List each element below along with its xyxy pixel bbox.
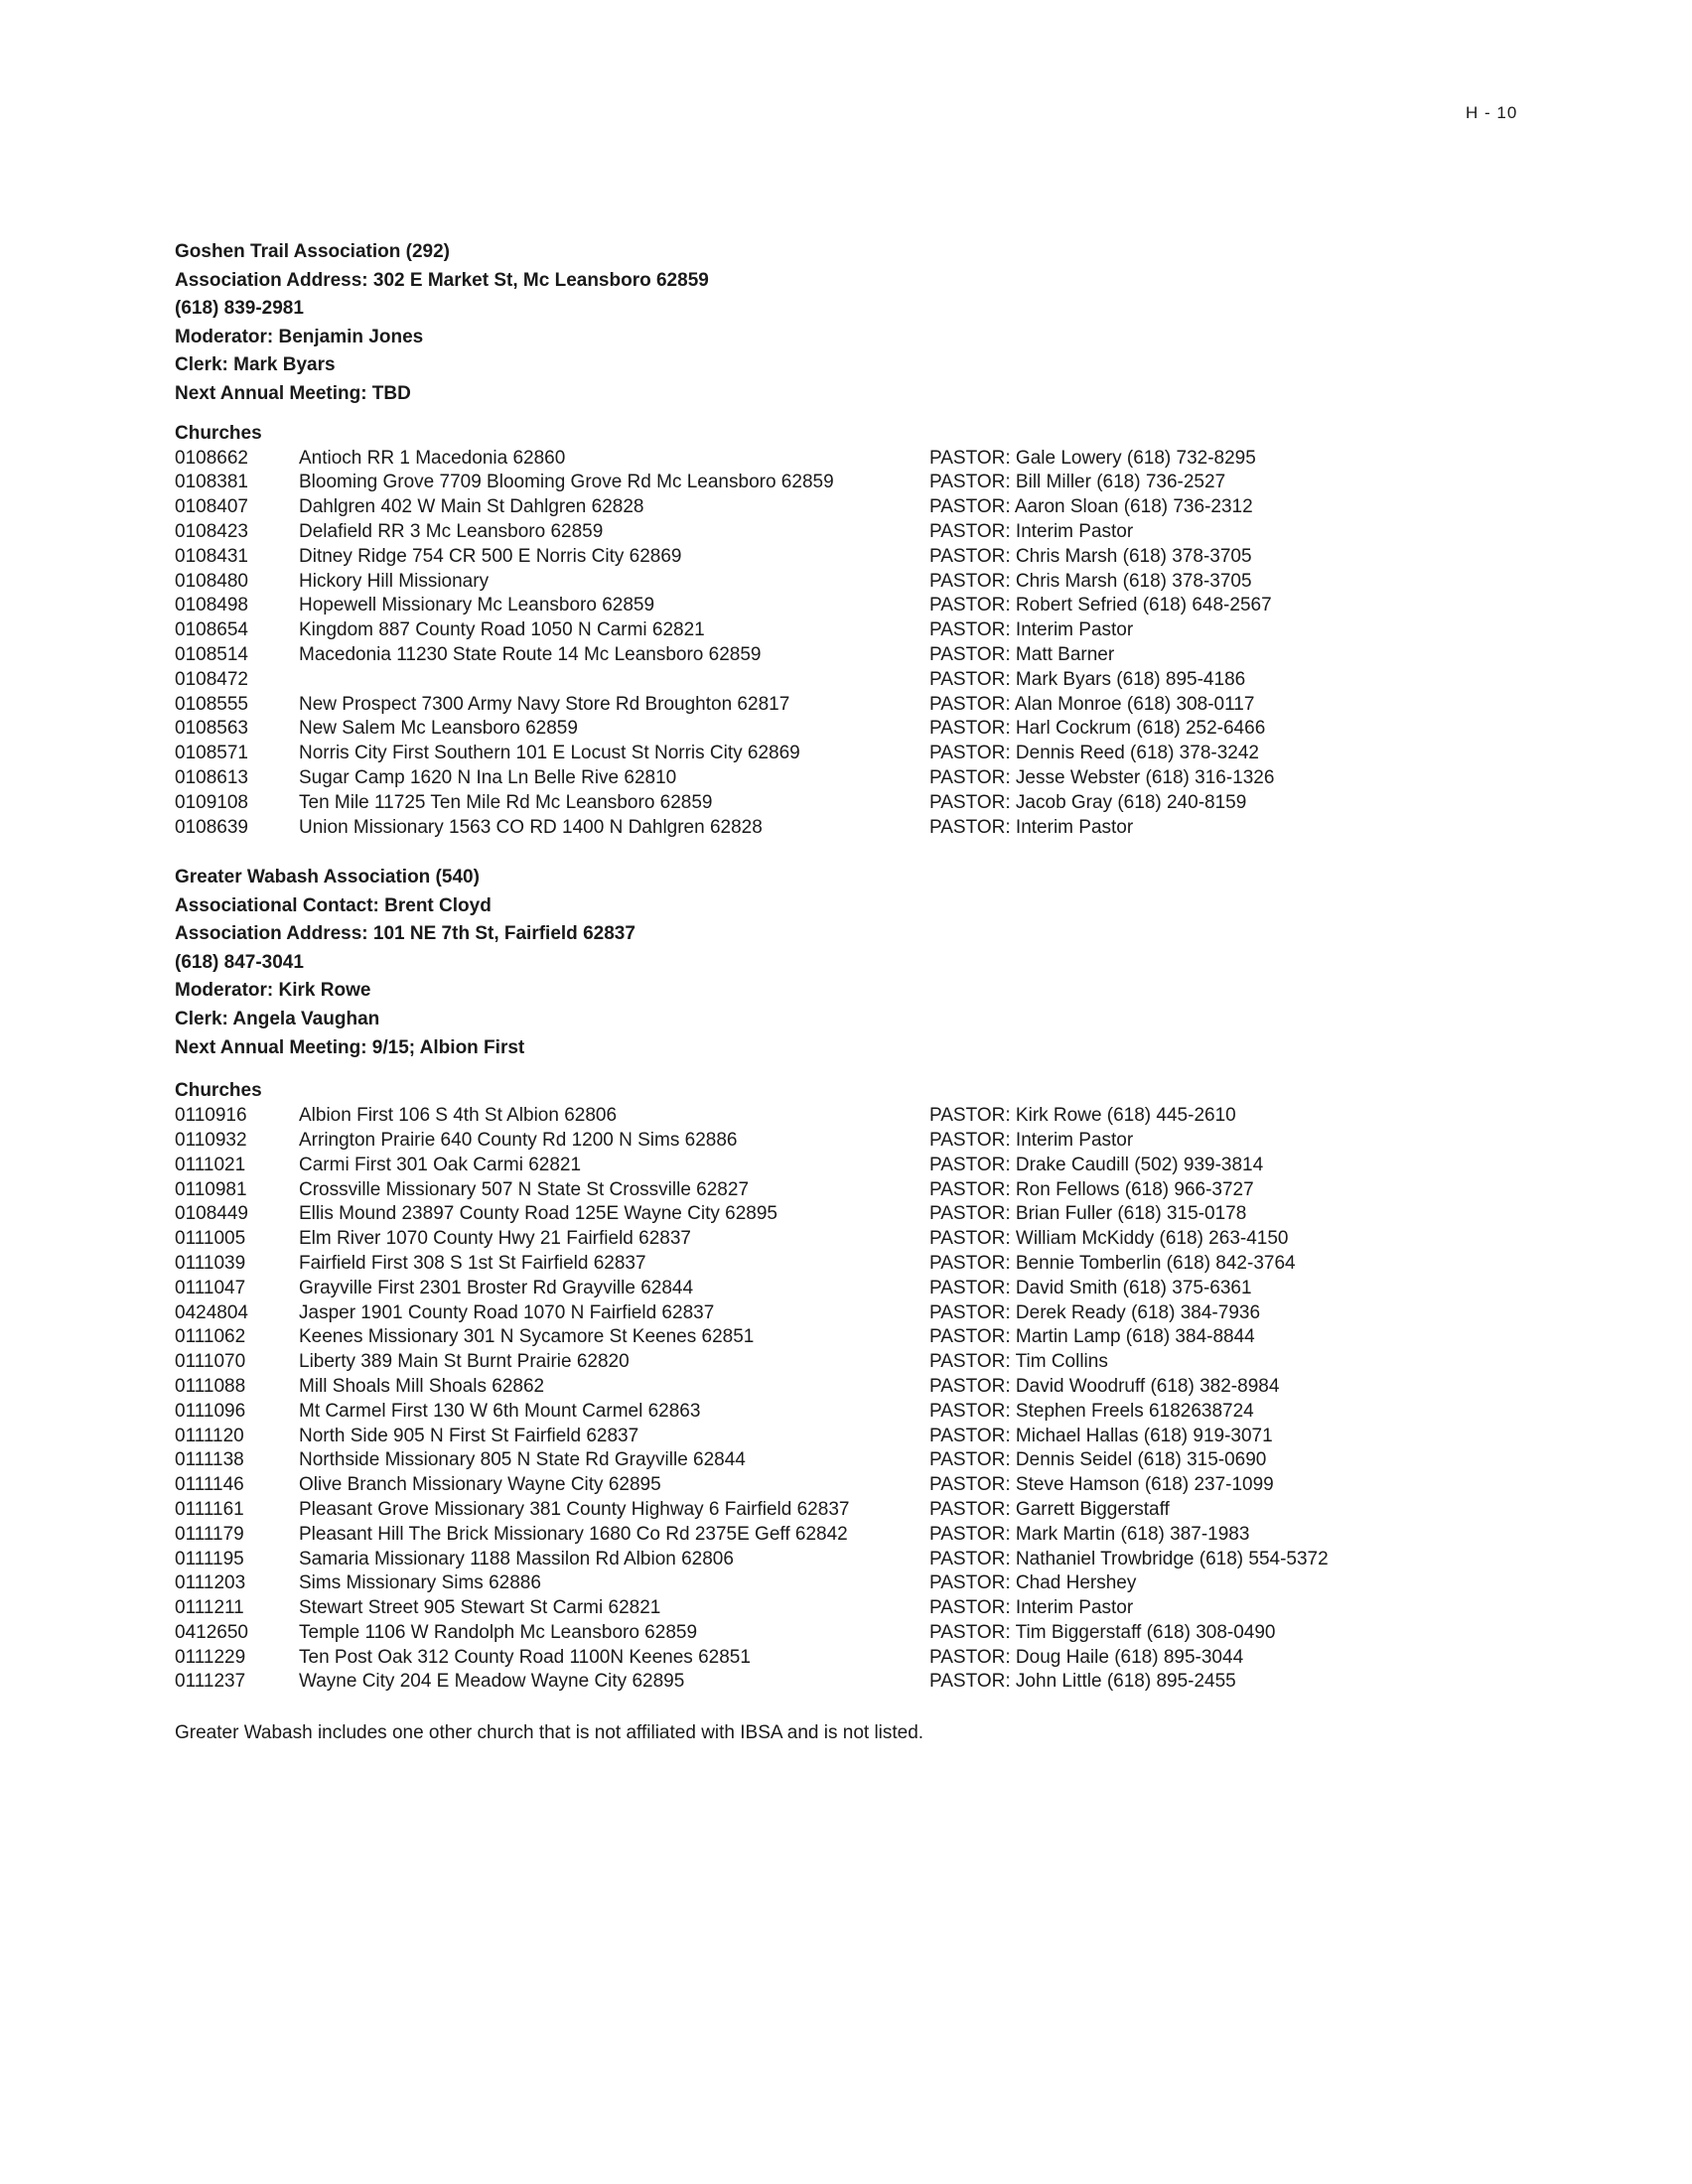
church-row: [175, 1227, 1565, 1252]
page-number: H - 10: [1466, 103, 1518, 122]
church-id: 0111229: [175, 1646, 246, 1668]
church-name-address: Carmi First 301 Oak Carmi 62821: [299, 1154, 582, 1175]
church-id: 0424804: [175, 1301, 248, 1323]
church-id: 0110932: [175, 1129, 247, 1151]
church-name-address: Union Missionary 1563 CO RD 1400 N Dahlgren 62828: [299, 816, 763, 838]
church-pastor: PASTOR: Chris Marsh (618) 378-3705: [929, 570, 1252, 592]
church-pastor: PASTOR: Interim Pastor: [929, 520, 1134, 542]
church-row: [175, 1325, 1565, 1350]
church-id: 0108662: [175, 447, 248, 469]
association-section-greater-wabash: [175, 864, 1565, 1695]
church-id: 0111237: [175, 1671, 246, 1693]
church-name-address: North Side 905 N First St Fairfield 62837: [299, 1425, 639, 1446]
church-id: 0111203: [175, 1572, 246, 1594]
church-name-address: Keenes Missionary 301 N Sycamore St Keenes 62851: [299, 1326, 755, 1348]
church-pastor: PASTOR: Robert Sefried (618) 648-2567: [929, 595, 1272, 616]
church-name-address: Northside Missionary 805 N State Rd Grayville 62844: [299, 1449, 746, 1471]
church-row: [175, 1646, 1565, 1671]
church-pastor: PASTOR: Martin Lamp (618) 384-8844: [929, 1326, 1255, 1348]
church-pastor: PASTOR: Interim Pastor: [929, 619, 1134, 641]
church-row: [175, 717, 1565, 742]
church-name-address: Mt Carmel First 130 W 6th Mount Carmel 62863: [299, 1400, 701, 1422]
church-pastor: PASTOR: Interim Pastor: [929, 1129, 1134, 1151]
association-phone: (618) 847-3041: [175, 951, 304, 973]
church-row: [175, 1202, 1565, 1227]
church-id: 0111088: [175, 1375, 246, 1397]
church-row: [175, 447, 1565, 472]
church-id: 0111138: [175, 1449, 244, 1471]
church-name-address: Blooming Grove 7709 Blooming Grove Rd Mc Leansboro 62859: [299, 472, 834, 493]
church-id: 0108514: [175, 643, 248, 665]
church-name-address: Jasper 1901 County Road 1070 N Fairfield 62837: [299, 1301, 715, 1323]
church-pastor: PASTOR: David Smith (618) 375-6361: [929, 1277, 1252, 1298]
association-section-goshen-trail: [175, 238, 1565, 840]
church-row: [175, 1596, 1565, 1621]
association-address: Association Address: 302 E Market St, Mc Leansboro 62859: [175, 269, 709, 291]
church-row: [175, 471, 1565, 495]
church-row: [175, 1375, 1565, 1400]
church-id: 0412650: [175, 1621, 248, 1643]
church-row: [175, 766, 1565, 791]
church-name-address: Albion First 106 S 4th St Albion 62806: [299, 1105, 618, 1127]
church-name-address: New Salem Mc Leansboro 62859: [299, 718, 578, 740]
church-id: 0111211: [175, 1597, 244, 1619]
church-row: [175, 1425, 1565, 1449]
church-pastor: PASTOR: Alan Monroe (618) 308-0117: [929, 693, 1255, 715]
churches-heading: Churches: [175, 422, 262, 444]
church-id: 0111039: [175, 1252, 246, 1274]
church-pastor: PASTOR: Dennis Seidel (618) 315-0690: [929, 1449, 1267, 1471]
church-name-address: Liberty 389 Main St Burnt Prairie 62820: [299, 1351, 630, 1373]
church-name-address: Mill Shoals Mill Shoals 62862: [299, 1375, 545, 1397]
church-id: 0111120: [175, 1425, 244, 1446]
church-name-address: Elm River 1070 County Hwy 21 Fairfield 62837: [299, 1228, 691, 1250]
church-id: 0111005: [175, 1228, 246, 1250]
association-name: Greater Wabash Association (540): [175, 867, 480, 887]
church-row: [175, 570, 1565, 595]
church-name-address: Arrington Prairie 640 County Rd 1200 N Sims 62886: [299, 1129, 738, 1151]
church-name-address: Samaria Missionary 1188 Massilon Rd Albion 62806: [299, 1548, 734, 1570]
church-name-address: Crossville Missionary 507 N State St Crossville 62827: [299, 1178, 750, 1200]
church-row: [175, 1523, 1565, 1548]
church-id: 0108407: [175, 496, 248, 518]
church-pastor: PASTOR: Harl Cockrum (618) 252-6466: [929, 718, 1266, 740]
church-id: 0108381: [175, 472, 248, 493]
church-id: 0108571: [175, 743, 248, 764]
church-row: [175, 495, 1565, 520]
church-pastor: PASTOR: Interim Pastor: [929, 816, 1134, 838]
church-id: 0110916: [175, 1105, 247, 1127]
church-pastor: PASTOR: Jesse Webster (618) 316-1326: [929, 766, 1275, 788]
church-pastor: PASTOR: Matt Barner: [929, 643, 1115, 665]
church-name-address: Kingdom 887 County Road 1050 N Carmi 62821: [299, 619, 705, 641]
church-id: 0108431: [175, 545, 248, 567]
church-row: [175, 1571, 1565, 1596]
church-id: 0109108: [175, 791, 248, 813]
church-pastor: PASTOR: Michael Hallas (618) 919-3071: [929, 1425, 1273, 1446]
church-row: [175, 1473, 1565, 1498]
church-name-address: Stewart Street 905 Stewart St Carmi 62821: [299, 1597, 661, 1619]
church-row: [175, 1129, 1565, 1154]
church-list: [175, 1104, 1565, 1695]
church-id: 0108423: [175, 520, 248, 542]
church-row: [175, 1277, 1565, 1301]
church-pastor: PASTOR: Mark Martin (618) 387-1983: [929, 1523, 1250, 1545]
church-pastor: PASTOR: Aaron Sloan (618) 736-2312: [929, 496, 1253, 518]
church-name-address: Ten Post Oak 312 County Road 1100N Keenes 62851: [299, 1646, 751, 1668]
church-id: 0108654: [175, 619, 248, 641]
church-id: 0111096: [175, 1400, 246, 1422]
association-address: Association Address: 101 NE 7th St, Fairfield 62837: [175, 923, 635, 945]
church-id: 0108472: [175, 668, 248, 690]
church-row: [175, 1252, 1565, 1277]
church-row: [175, 643, 1565, 668]
church-id: 0108639: [175, 816, 248, 838]
church-row: [175, 1498, 1565, 1523]
church-row: [175, 1400, 1565, 1425]
association-next-meeting: Next Annual Meeting: TBD: [175, 382, 411, 404]
church-id: 0110981: [175, 1178, 247, 1200]
church-id: 0111021: [175, 1154, 246, 1175]
church-pastor: PASTOR: John Little (618) 895-2455: [929, 1671, 1236, 1693]
church-row: [175, 1154, 1565, 1178]
church-row: [175, 1548, 1565, 1572]
church-name-address: Norris City First Southern 101 E Locust St Norris City 62869: [299, 743, 800, 764]
church-name-address: Fairfield First 308 S 1st St Fairfield 62837: [299, 1252, 646, 1274]
church-name-address: Macedonia 11230 State Route 14 Mc Leansboro 62859: [299, 643, 762, 665]
church-name-address: Hopewell Missionary Mc Leansboro 62859: [299, 595, 655, 616]
church-name-address: New Prospect 7300 Army Navy Store Rd Broughton 62817: [299, 693, 790, 715]
church-name-address: Ten Mile 11725 Ten Mile Rd Mc Leansboro 62859: [299, 791, 713, 813]
church-name-address: Temple 1106 W Randolph Mc Leansboro 62859: [299, 1621, 698, 1643]
church-row: [175, 1301, 1565, 1326]
church-pastor: PASTOR: Mark Byars (618) 895-4186: [929, 668, 1246, 690]
church-id: 0111146: [175, 1474, 244, 1496]
church-id: 0108555: [175, 693, 248, 715]
association-phone: (618) 839-2981: [175, 298, 304, 320]
church-id: 0108498: [175, 595, 248, 616]
church-pastor: PASTOR: Chris Marsh (618) 378-3705: [929, 545, 1252, 567]
church-row: [175, 1670, 1565, 1695]
church-row: [175, 545, 1565, 570]
church-pastor: PASTOR: Tim Biggerstaff (618) 308-0490: [929, 1621, 1276, 1643]
church-pastor: PASTOR: Nathaniel Trowbridge (618) 554-5372: [929, 1548, 1329, 1570]
church-list: [175, 447, 1565, 841]
church-id: 0108449: [175, 1203, 248, 1225]
church-pastor: PASTOR: Kirk Rowe (618) 445-2610: [929, 1105, 1236, 1127]
church-pastor: PASTOR: Garrett Biggerstaff: [929, 1498, 1170, 1520]
church-pastor: PASTOR: William McKiddy (618) 263-4150: [929, 1228, 1289, 1250]
church-name-address: Olive Branch Missionary Wayne City 62895: [299, 1474, 661, 1496]
church-pastor: PASTOR: Ron Fellows (618) 966-3727: [929, 1178, 1254, 1200]
church-pastor: PASTOR: Tim Collins: [929, 1351, 1108, 1373]
association-moderator: Moderator: Kirk Rowe: [175, 980, 371, 1002]
church-id: 0111070: [175, 1351, 246, 1373]
church-pastor: PASTOR: Steve Hamson (618) 237-1099: [929, 1474, 1274, 1496]
church-pastor: PASTOR: Interim Pastor: [929, 1597, 1134, 1619]
church-row: [175, 618, 1565, 643]
association-next-meeting: Next Annual Meeting: 9/15; Albion First: [175, 1036, 525, 1058]
church-pastor: PASTOR: Gale Lowery (618) 732-8295: [929, 447, 1256, 469]
church-id: 0111062: [175, 1326, 246, 1348]
churches-heading: Churches: [175, 1080, 262, 1102]
church-id: 0108613: [175, 766, 248, 788]
footer-note: Greater Wabash includes one other church that is not affiliated with IBSA and is not listed.: [175, 1722, 924, 1743]
church-pastor: PASTOR: Jacob Gray (618) 240-8159: [929, 791, 1247, 813]
church-name-address: Hickory Hill Missionary: [299, 570, 490, 592]
church-name-address: Sims Missionary Sims 62886: [299, 1572, 541, 1594]
church-pastor: PASTOR: Stephen Freels 6182638724: [929, 1400, 1254, 1422]
church-pastor: PASTOR: Bennie Tomberlin (618) 842-3764: [929, 1252, 1296, 1274]
association-clerk: Clerk: Mark Byars: [175, 354, 336, 376]
church-id: 0108563: [175, 718, 248, 740]
association-contact: Associational Contact: Brent Cloyd: [175, 894, 492, 916]
church-row: [175, 1350, 1565, 1375]
church-row: [175, 1448, 1565, 1473]
church-pastor: PASTOR: Dennis Reed (618) 378-3242: [929, 743, 1259, 764]
church-id: 0111179: [175, 1523, 244, 1545]
church-name-address: Dahlgren 402 W Main St Dahlgren 62828: [299, 496, 644, 518]
church-pastor: PASTOR: Brian Fuller (618) 315-0178: [929, 1203, 1247, 1225]
church-id: 0108480: [175, 570, 248, 592]
church-name-address: Antioch RR 1 Macedonia 62860: [299, 447, 566, 469]
church-row: [175, 791, 1565, 816]
church-id: 0111047: [175, 1277, 246, 1298]
church-pastor: PASTOR: Doug Haile (618) 895-3044: [929, 1646, 1244, 1668]
church-row: [175, 520, 1565, 545]
church-row: [175, 1178, 1565, 1203]
church-pastor: PASTOR: Bill Miller (618) 736-2527: [929, 472, 1226, 493]
church-row: [175, 816, 1565, 841]
church-row: [175, 693, 1565, 718]
church-name-address: Ditney Ridge 754 CR 500 E Norris City 62869: [299, 545, 682, 567]
church-name-address: Sugar Camp 1620 N Ina Ln Belle Rive 62810: [299, 766, 677, 788]
church-name-address: Ellis Mound 23897 County Road 125E Wayne City 62895: [299, 1203, 777, 1225]
church-row: [175, 742, 1565, 766]
church-name-address: Grayville First 2301 Broster Rd Grayville 62844: [299, 1277, 694, 1298]
association-clerk: Clerk: Angela Vaughan: [175, 1008, 380, 1029]
association-name: Goshen Trail Association (292): [175, 241, 450, 262]
church-id: 0111161: [175, 1498, 244, 1520]
church-pastor: PASTOR: David Woodruff (618) 382-8984: [929, 1375, 1280, 1397]
church-pastor: PASTOR: Chad Hershey: [929, 1572, 1137, 1594]
church-row: [175, 594, 1565, 618]
church-name-address: Pleasant Hill The Brick Missionary 1680 Co Rd 2375E Geff 62842: [299, 1523, 848, 1545]
church-row: [175, 668, 1565, 693]
church-id: 0111195: [175, 1548, 244, 1570]
church-row: [175, 1621, 1565, 1646]
church-name-address: Delafield RR 3 Mc Leansboro 62859: [299, 520, 604, 542]
association-moderator: Moderator: Benjamin Jones: [175, 326, 424, 347]
church-row: [175, 1104, 1565, 1129]
church-pastor: PASTOR: Drake Caudill (502) 939-3814: [929, 1154, 1264, 1175]
church-name-address: Wayne City 204 E Meadow Wayne City 62895: [299, 1671, 685, 1693]
church-name-address: Pleasant Grove Missionary 381 County Highway 6 Fairfield 62837: [299, 1498, 850, 1520]
church-pastor: PASTOR: Derek Ready (618) 384-7936: [929, 1301, 1261, 1323]
